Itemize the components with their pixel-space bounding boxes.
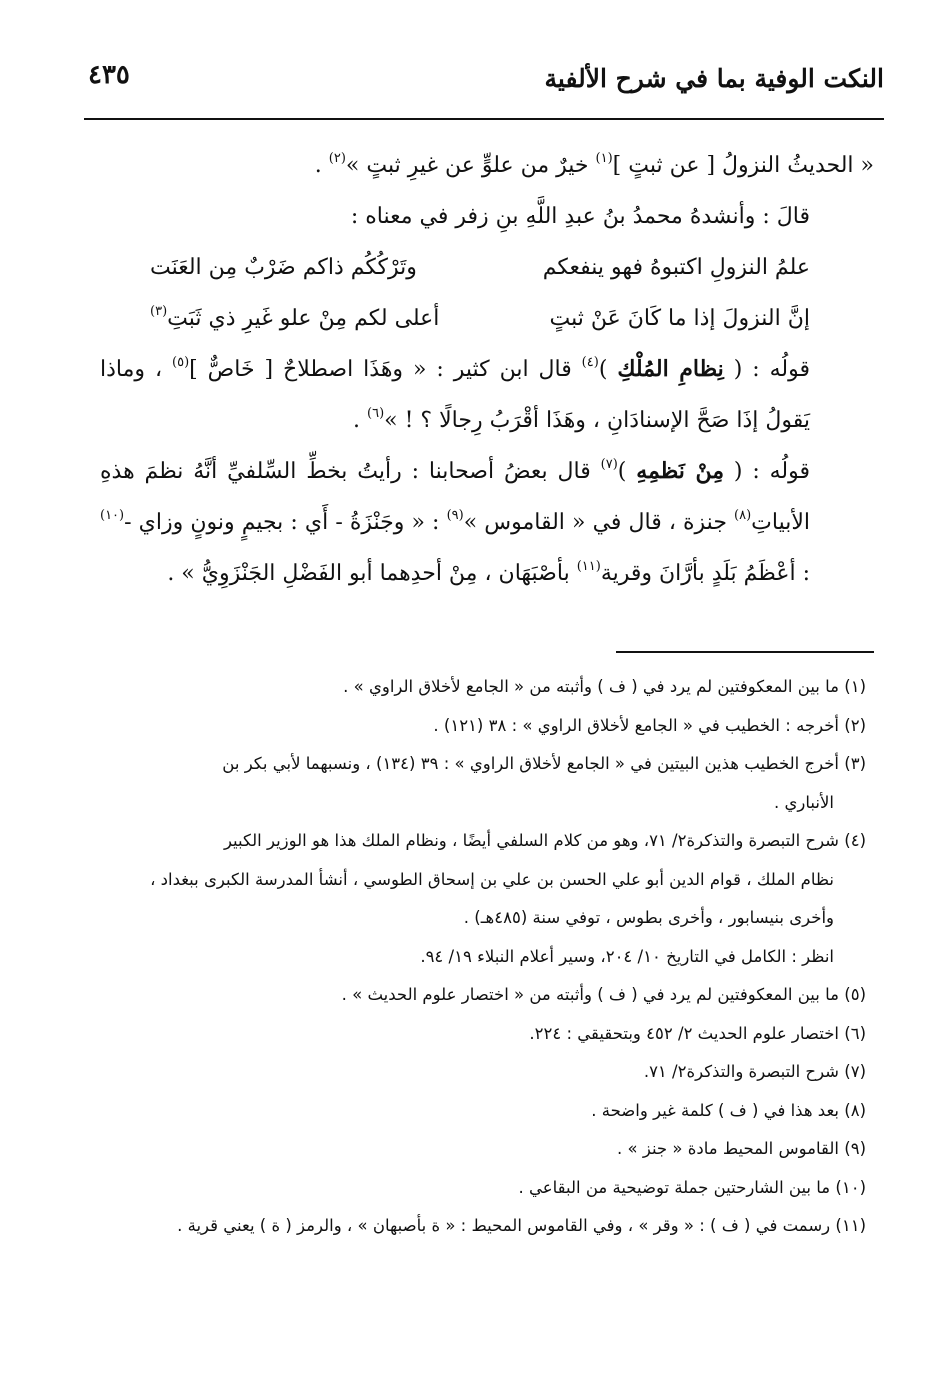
footnote-8: (٨) بعد هذا في ( ف ) كلمة غير واضحة . — [591, 1100, 866, 1120]
footnote-3-continued: الأنباري . — [774, 792, 834, 812]
footnote-4: (٤) شرح التبصرة والتذكرة٢/ ٧١، وهو من كلام السلفي أيضًا ، ونظام الملك هذا هو الوزير الكبير — [223, 831, 866, 850]
lemma-heading: مِنْ نَظمِهِ — [636, 458, 724, 484]
footnote-4-continued: انظر : الكامل في التاريخ ١٠/ ٢٠٤، وسير أعلام النبلاء ١٩/ ٩٤. — [420, 946, 834, 966]
footnote-7: (٧) شرح التبصرة والتذكرة٢/ ٧١. — [643, 1062, 866, 1081]
footnote-ref: (٧) — [600, 457, 618, 472]
verse-hemistich-first: إنَّ النزولَ إذا ما كَانَ عَنْ ثبتٍ — [549, 306, 810, 331]
text-run: خيرٌ من علوٍّ عن غيرِ ثبتٍ » — [345, 153, 596, 178]
text-run: ، وماذا يَقولُ إذَا صَحَّ الإسنادَانِ ، وهَذَا أقْرَبُ رِجالًا ؟ ! » — [100, 357, 810, 433]
footnote-ref: (٢) — [328, 151, 346, 166]
footnote-5: (٥) ما بين المعكوفتين لم يرد في ( ف ) وأثبته من « اختصار علوم الحديث » . — [341, 985, 866, 1004]
paragraph-nizam-al-mulk — [100, 344, 874, 446]
text-run: جنزة ، قال في « القاموس » — [463, 510, 735, 535]
footnote-separator — [616, 651, 874, 653]
text-run: بأصْبَهَان ، مِنْ أحدِهما أبو الفَضْلِ الجَنْزَوِيُّ » . — [167, 561, 577, 586]
footnote-ref: (٨) — [734, 508, 752, 523]
hadith-line — [100, 140, 874, 191]
text-run: قال ابن كثير : « وهَذَا اصطلاحٌ [ خَاصٌّ ] — [189, 357, 582, 382]
footnote-6: (٦) اختصار علوم الحديث ٢/ ٤٥٢ وبتحقيقي : ٢٢٤. — [529, 1023, 866, 1043]
text-run: ) — [617, 459, 637, 484]
footnote-ref: (٩) — [446, 508, 464, 523]
text-run: . — [353, 408, 367, 433]
verse-line-1 — [100, 242, 874, 293]
footnote-ref: (٣) — [150, 304, 168, 319]
lemma-heading: نِظامِ المُلْكِ — [617, 356, 724, 382]
verse-hemistich-second: وتَرْكُكُم ذاكم ضَرْبٌ مِن العَنَت — [150, 255, 417, 280]
text-run: ) — [598, 357, 618, 382]
footnote-2: (٢) أخرجه : الخطيب في « الجامع لأخلاق الراوي » : ٣٨ (١٢١) . — [433, 715, 866, 735]
footnote-ref: (٤) — [581, 355, 599, 370]
footnote-3: (٣) أخرج الخطيب هذين البيتين في « الجامع لأخلاق الراوي » : ٣٩ (١٣٤) ، ونسبهما لأبي بكر بن — [222, 754, 866, 773]
text-run: أعلى لكم مِنْ علو غَيرِ ذي ثَبَتِ — [167, 306, 440, 331]
verse-line-2 — [100, 293, 874, 344]
page-header — [88, 58, 884, 114]
text-run: قال بعضُ أصحابنا : رأيتُ بخطِّ السِّلفيِّ أنَّهُ نظمَ هذهِ الأبياتِ — [100, 459, 810, 535]
text-run: قولُه : ( — [723, 357, 811, 382]
footnotes — [80, 668, 870, 1246]
footnote-4-continued: وأخرى بنيسابور ، وأخرى بطوس ، توفي سنة (٤٨٥هـ) . — [463, 908, 834, 927]
footnote-ref: (٥) — [172, 355, 190, 370]
footnote-4-continued: نظام الملك ، قوام الدين أبو علي الحسن بن علي بن إسحاق الطوسي ، أنشأ المدرسة الكبرى ببغداد ، — [150, 869, 834, 889]
text-run: قولُه : ( — [724, 459, 811, 484]
footnote-1: (١) ما بين المعكوفتين لم يرد في ( ف ) وأثبته من « الجامع لأخلاق الراوي » . — [343, 677, 866, 696]
text-run: « الحديثُ النزولُ [ عن ثبتٍ ] — [612, 153, 874, 178]
quote-intro: قالَ : وأنشدهُ محمدُ بنُ عبدِ اللَّهِ بنِ زفر في معناه : — [350, 204, 810, 229]
footnote-ref: (١٠) — [100, 508, 125, 523]
footnote-11: (١١) رسمت في ( ف ) : « وقر » ، وفي القاموس المحيط : « ة بأصبهان » ، والرمز ( ة ) يعني قرية . — [177, 1216, 866, 1235]
footnote-ref: (١) — [595, 151, 613, 166]
running-title: النكت الوفية بما في شرح الألفية — [544, 64, 884, 93]
footnote-ref: (٦) — [367, 406, 385, 421]
paragraph-min-nazmih — [100, 446, 874, 599]
footnote-9: (٩) القاموس المحيط مادة « جنز » . — [617, 1139, 866, 1158]
text-run: . — [314, 153, 329, 178]
footnote-10: (١٠) ما بين الشارحتين جملة توضيحية من البقاعي . — [518, 1177, 866, 1197]
main-text — [100, 140, 874, 599]
page-number: ٤٣٥ — [88, 60, 130, 90]
verse-hemistich-second — [150, 293, 439, 344]
text-run: : « وجَنْزَةُ - أَي : بجيمٍ ونونٍ وزاي - — [124, 510, 447, 535]
footnote-ref: (١١) — [576, 559, 601, 574]
text-run: : أعْظَمُ بَلَدٍ بأرَّانَ وقرية — [600, 561, 810, 586]
verse-hemistich-first: علمُ النزولِ اكتبوهُ فهو ينفعكم — [542, 255, 810, 280]
header-rule — [84, 118, 884, 120]
